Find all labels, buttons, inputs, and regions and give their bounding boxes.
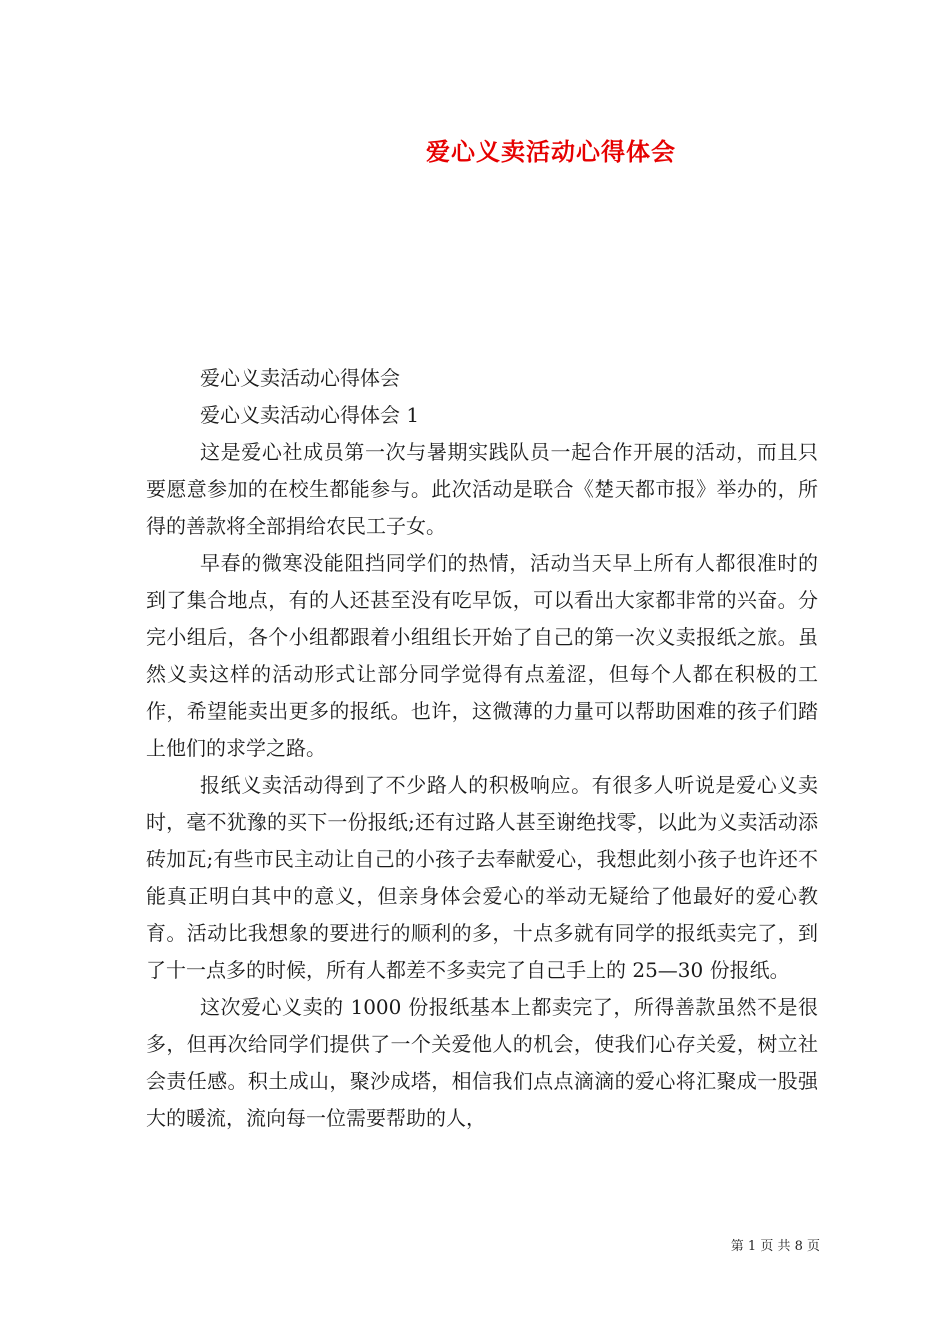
- document-body: [146, 360, 818, 1137]
- document-title: 爱心义卖活动心得体会: [426, 137, 676, 166]
- page-number: 第 1 页 共 8 页: [730, 1239, 820, 1254]
- section-heading: 爱心义卖活动心得体会 1: [200, 403, 420, 427]
- paragraph-2: 早春的微寒没能阻挡同学们的热情，活动当天早上所有人都很准时的到了集合地点，有的人还甚至没有吃早饭，可以看出大家都非常的兴奋。分完小组后，各个小组都跟着小组组长开始了自己的第一次义卖报纸之旅。虽然义卖这样的活动形式让部分同学觉得有点羞涩，但每个人都在积极的工作，希望能卖出更多的报纸。也许，这微薄的力量可以帮助困难的孩子们踏上他们的求学之路。: [146, 551, 818, 760]
- paragraph-1: 这是爱心社成员第一次与暑期实践队员一起合作开展的活动，而且只要愿意参加的在校生都能参与。此次活动是联合《楚天都市报》举办的，所得的善款将全部捐给农民工子女。: [146, 440, 818, 538]
- paragraph-3: 报纸义卖活动得到了不少路人的积极响应。有很多人听说是爱心义卖时，毫不犹豫的买下一份报纸;还有过路人甚至谢绝找零，以此为义卖活动添砖加瓦;有些市民主动让自己的小孩子去奉献爱心，我想此刻小孩子也许还不能真正明白其中的意义，但亲身体会爱心的举动无疑给了他最好的爱心教育。活动比我想象的要进行的顺利的多，十点多就有同学的报纸卖完了，到了十一点多的时候，所有人都差不多卖完了自己手上的 25—30 份报纸。: [146, 773, 818, 982]
- document-subtitle: 爱心义卖活动心得体会: [200, 366, 400, 390]
- paragraph-4: 这次爱心义卖的 1000 份报纸基本上都卖完了，所得善款虽然不是很多，但再次给同学们提供了一个关爱他人的机会，使我们心存关爱，树立社会责任感。积土成山，聚沙成塔，相信我们点点滴滴的爱心将汇聚成一股强大的暖流，流向每一位需要帮助的人，: [146, 995, 818, 1130]
